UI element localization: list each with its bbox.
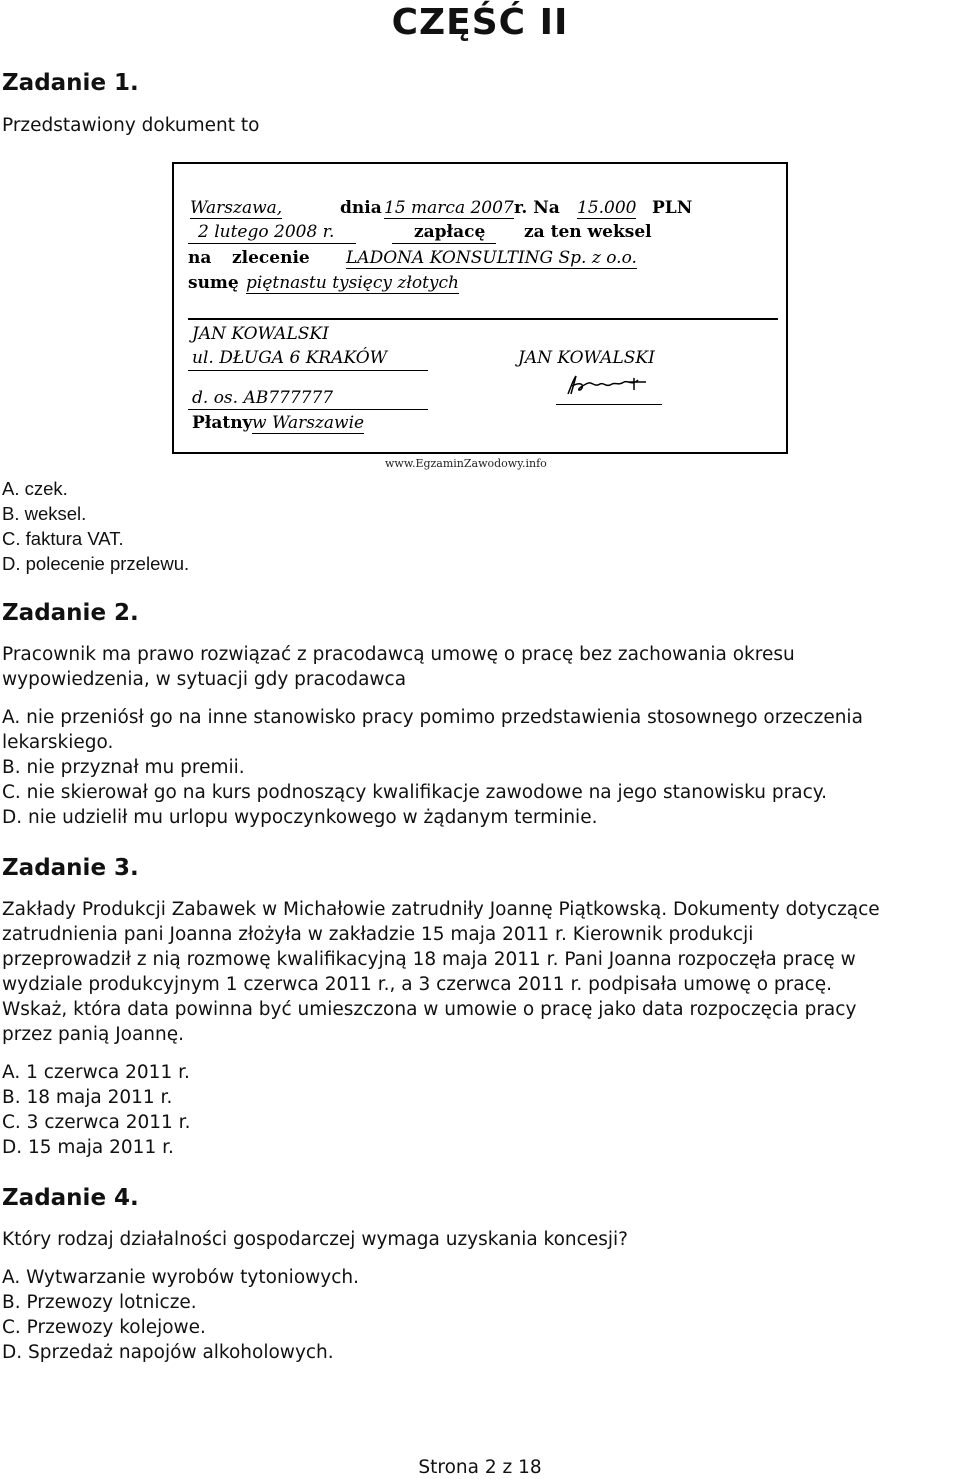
task-2-answer-d: D. nie udzielił mu urlopu wypoczynkowego w żądanym terminie. [2,807,598,828]
task-1-answer-c: C. faktura VAT. [2,528,124,549]
doc-issuer-name: JAN KOWALSKI [192,324,329,344]
doc-na-label: r. Na [514,198,560,218]
task-4-answer-d: D. Sprzedaż napojów alkoholowych. [2,1342,334,1363]
doc-sum-words: piętnastu tysięcy złotych [246,273,459,293]
task-4-answer-b: B. Przewozy lotnicze. [2,1292,197,1313]
task-1-answer-d: D. polecenie przelewu. [2,553,190,574]
task-3-text-line: wydziale produkcyjnym 1 czerwca 2011 r., a 3 czerwca 2011 r. podpisała umowę o pracę. [2,974,833,995]
task-3-answer-c: C. 3 czerwca 2011 r. [2,1112,191,1133]
task-3-heading: Zadanie 3. [2,855,139,881]
doc-currency: PLN [652,198,693,218]
task-4-answer-a: A. Wytwarzanie wyrobów tytoniowych. [2,1267,359,1288]
task-1-answer-b: B. weksel. [2,503,87,524]
task-3-answer-d: D. 15 maja 2011 r. [2,1137,174,1158]
doc-payable-place: w Warszawie [252,413,365,433]
doc-na: na [188,248,212,268]
watermark: www.EgzaminZawodowy.info [385,457,547,470]
task-3-text-line: przez panią Joannę. [2,1024,185,1045]
task-4-answer-c: C. Przewozy kolejowe. [2,1317,206,1338]
task-4-question: Który rodzaj działalności gospodarczej wymaga uzyskania koncesji? [2,1229,628,1250]
task-3-text-line: zatrudnienia pani Joanna złożyła w zakładzie 15 maja 2011 r. Kierownik produkcji [2,924,754,945]
doc-payable-label: Płatny [192,413,253,433]
task-2-question-line: wypowiedzenia, w sytuacji gdy pracodawca [2,669,407,690]
doc-signer-name: JAN KOWALSKI [518,348,655,368]
task-2-question-line: Pracownik ma prawo rozwiązać z pracodawcą umowę o pracę bez zachowania okresu [2,644,795,665]
task-3-answer-b: B. 18 maja 2011 r. [2,1087,173,1108]
doc-city: Warszawa, [190,198,283,218]
doc-payee: LADONA KONSULTING Sp. z o.o. [346,248,637,268]
doc-amount: 15.000 [577,198,637,218]
doc-due-date: 2 lutego 2008 r. [198,222,335,242]
task-2-answer-b: B. nie przyznał mu premii. [2,757,245,778]
task-3-text-line: Zakłady Produkcji Zabawek w Michałowie zatrudniły Joannę Piątkowską. Dokumenty dotyczące [2,899,880,920]
task-1-heading: Zadanie 1. [2,70,139,96]
doc-date-label: dnia [340,198,382,218]
task-2-answer-a-line: lekarskiego. [2,732,114,753]
task-2-answer-a-line: A. nie przeniósł go na inne stanowisko pracy pomimo przedstawienia stosownego orzeczenia [2,707,863,728]
bill-of-exchange-document [172,162,788,454]
task-2-heading: Zadanie 2. [2,600,139,626]
doc-bill-word: za ten weksel [524,222,652,242]
task-3-text-line: Wskaż, która data powinna być umieszczona w umowie o pracę jako data rozpoczęcia pracy [2,999,857,1020]
task-3-answer-a: A. 1 czerwca 2011 r. [2,1062,190,1083]
doc-pay-word: zapłacę [414,222,486,242]
doc-issuer-address: ul. DŁUGA 6 KRAKÓW [192,348,388,368]
doc-date: 15 marca 2007 [384,198,514,218]
page-title: CZĘŚĆ II [391,2,569,43]
page-number: Strona 2 z 18 [418,1457,542,1478]
task-1-question: Przedstawiony dokument to [2,115,260,136]
signature-icon [562,372,662,400]
task-3-text-line: przeprowadził z nią rozmowę kwalifikacyjną 18 maja 2011 r. Pani Joanna rozpoczęła pracę w [2,949,856,970]
doc-id: d. os. AB777777 [192,388,334,408]
doc-order-label: zlecenie [232,248,310,268]
doc-sum-label: sumę [188,273,239,293]
task-1-answer-a: A. czek. [2,478,68,499]
task-4-heading: Zadanie 4. [2,1185,139,1211]
task-2-answer-c: C. nie skierował go na kurs podnoszący kwalifikacje zawodowe na jego stanowisku pracy. [2,782,827,803]
